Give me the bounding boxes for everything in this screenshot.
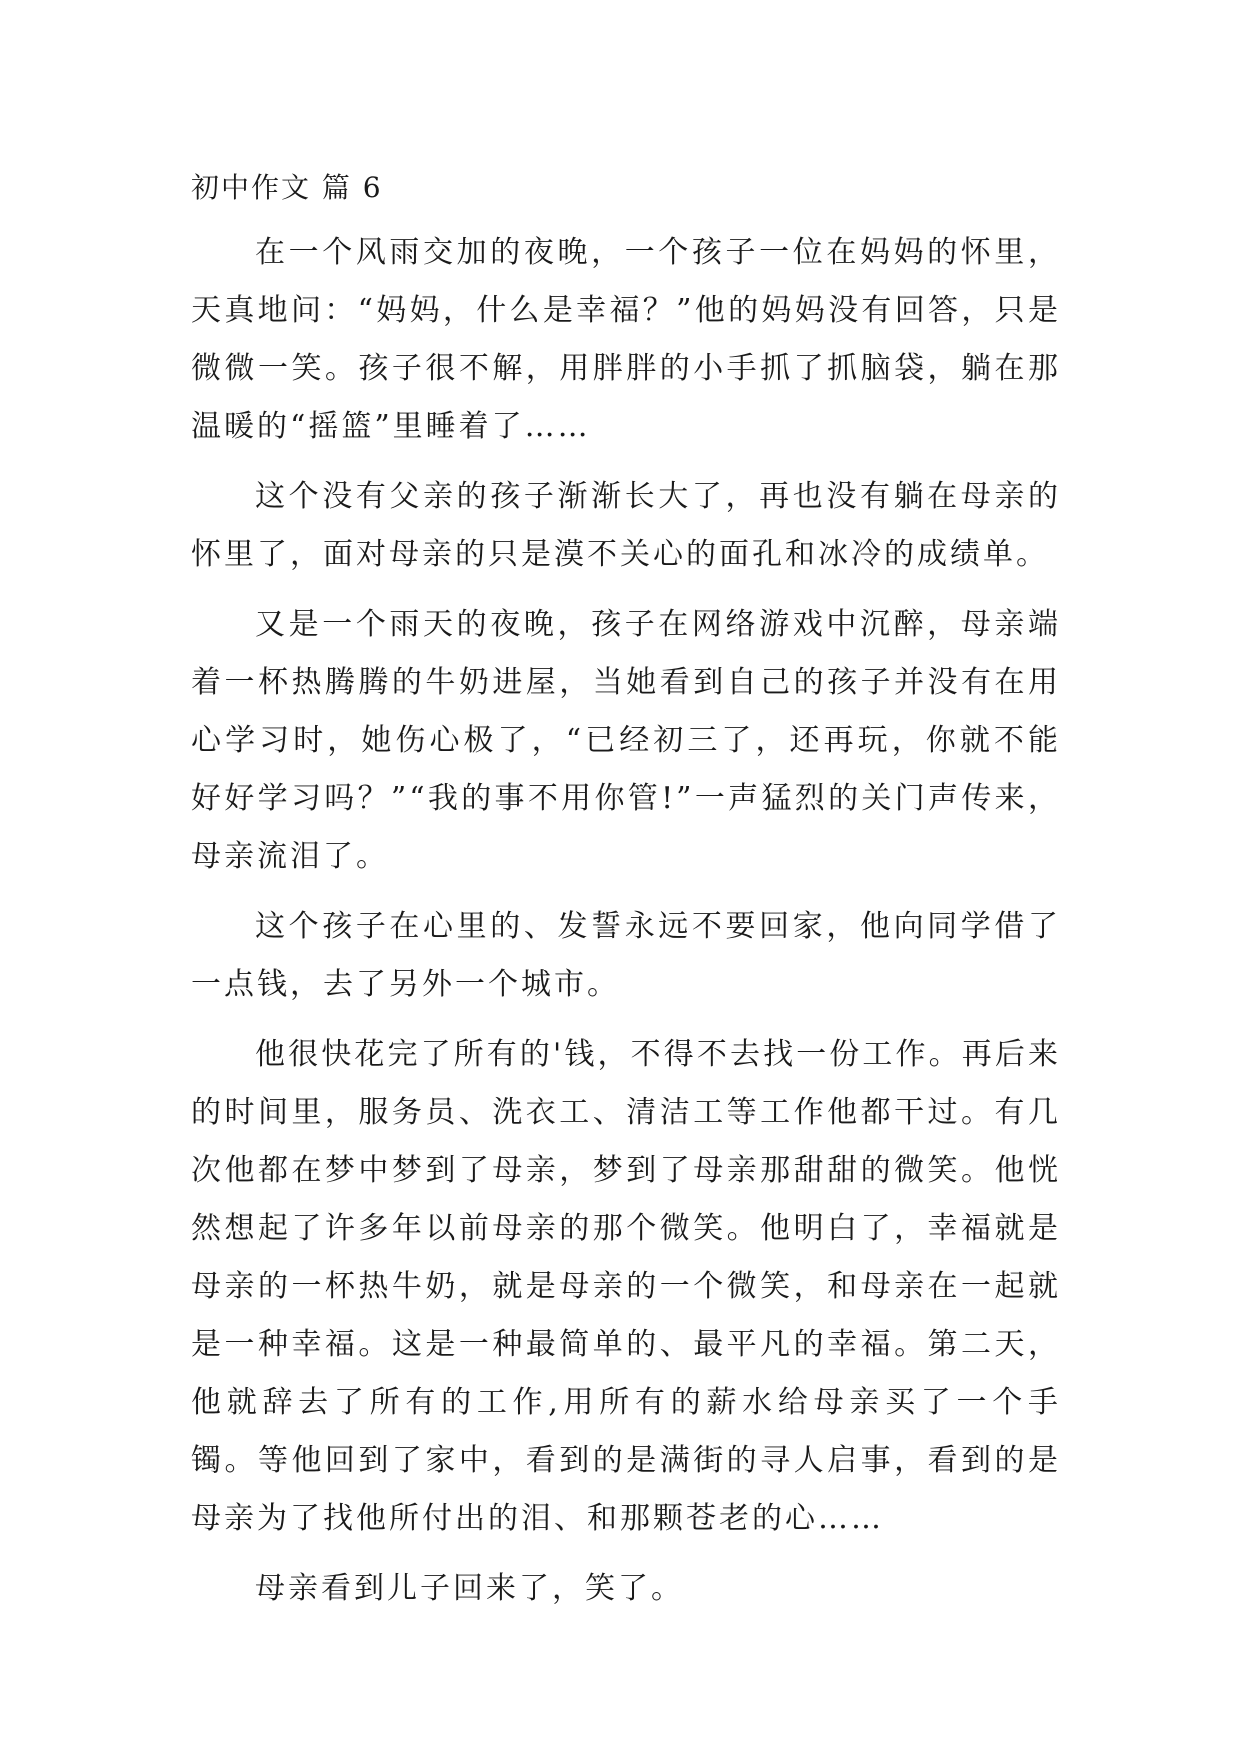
paragraph-4: 这个孩子在心里的、发誓永远不要回家，他向同学借了一点钱，去了另外一个城市。 — [191, 909, 1061, 1002]
paragraph-1: 在一个风雨交加的夜晚，一个孩子一位在妈妈的怀里，天真地问：“妈妈，什么是幸福？”他的妈妈没有回答，只是微微一笑。孩子很不解，用胖胖的小手抓了抓脑袋，躺在那温暖的“摇篮”里睡着了…… — [191, 235, 1061, 444]
paragraph-2: 这个没有父亲的孩子渐渐长大了，再也没有躺在母亲的怀里了，面对母亲的只是漠不关心的面孔和冰冷的成绩单。 — [191, 479, 1061, 572]
essay-title: 初中作文 篇 6 — [191, 171, 383, 204]
paragraph-5: 他很快花完了所有的'钱，不得不去找一份工作。再后来的时间里，服务员、洗衣工、清洁工等工作他都干过。有几次他都在梦中梦到了母亲，梦到了母亲那甜甜的微笑。他恍然想起了许多年以前母亲的那个微笑。他明白了，幸福就是母亲的一杯热牛奶，就是母亲的一个微笑，和母亲在一起就是一种幸福。这是一种最简单的、最平凡的幸福。第二天，他就辞去了所有的工作,用所有的薪水给母亲买了一个手镯。等他回到了家中，看到的是满街的寻人启事，看到的是母亲为了找他所付出的泪、和那颗苍老的心…… — [191, 1037, 1061, 1536]
paragraph-6: 母亲看到儿子回来了，笑了。 — [255, 1571, 684, 1606]
paragraph-3: 又是一个雨天的夜晚，孩子在网络游戏中沉醉，母亲端着一杯热腾腾的牛奶进屋，当她看到自己的孩子并没有在用心学习时，她伤心极了，“已经初三了，还再玩，你就不能好好学习吗？”“我的事不用你管!”一声猛烈的关门声传来，母亲流泪了。 — [191, 607, 1061, 874]
document-body — [191, 160, 1061, 1630]
